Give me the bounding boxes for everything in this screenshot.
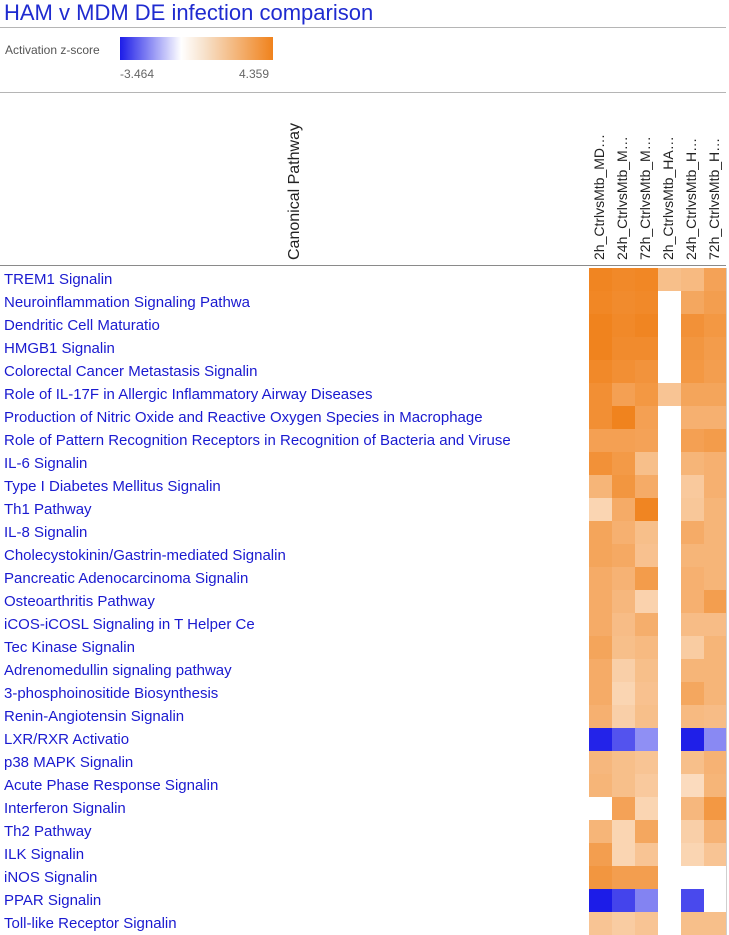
heatmap-cell[interactable] (635, 314, 658, 337)
heatmap-cell[interactable] (589, 866, 612, 889)
heatmap-cell[interactable] (589, 682, 612, 705)
heatmap-cell[interactable] (589, 751, 612, 774)
heatmap-cell[interactable] (612, 613, 635, 636)
heatmap-cell[interactable] (589, 728, 612, 751)
pathway-row-label[interactable]: LXR/RXR Activatio (4, 731, 130, 748)
heatmap-cell[interactable] (681, 498, 704, 521)
heatmap-cell[interactable] (681, 797, 704, 820)
pathway-row-label[interactable]: Adrenomedullin signaling pathway (4, 662, 232, 679)
heatmap-cell[interactable] (635, 406, 658, 429)
heatmap-cell[interactable] (635, 751, 658, 774)
heatmap-cell[interactable] (704, 912, 727, 935)
heatmap-cell[interactable] (635, 774, 658, 797)
heatmap-cell[interactable] (681, 659, 704, 682)
heatmap-cell[interactable] (635, 268, 658, 291)
heatmap-cell[interactable] (589, 820, 612, 843)
pathway-row-label[interactable]: Toll-like Receptor Signalin (4, 915, 177, 932)
pathway-row-label[interactable]: IL-8 Signalin (4, 524, 88, 541)
heatmap-cell[interactable] (635, 544, 658, 567)
legend-max-value: 4.359 (239, 67, 270, 81)
heatmap-cell[interactable] (612, 774, 635, 797)
heatmap-cell[interactable] (635, 889, 658, 912)
heatmap-cell[interactable] (589, 406, 612, 429)
column-header-6[interactable]: 72h_CtrlvsMtb_H… (706, 137, 722, 260)
heatmap-cell[interactable] (635, 820, 658, 843)
heatmap-cell[interactable] (704, 636, 727, 659)
column-header-1[interactable]: 2h_CtrlvsMtb_MD… (591, 133, 607, 260)
pathway-row-label[interactable]: Colorectal Cancer Metastasis Signalin (4, 363, 258, 380)
heatmap-cell[interactable] (612, 406, 635, 429)
heatmap-cell[interactable] (612, 337, 635, 360)
pathway-row-label[interactable]: Cholecystokinin/Gastrin-mediated Signalin (4, 547, 286, 564)
pathway-row-label[interactable]: Interferon Signalin (4, 800, 126, 817)
heatmap-cell[interactable] (612, 843, 635, 866)
pathway-row-label[interactable]: iNOS Signalin (4, 869, 98, 886)
heatmap-cell[interactable] (681, 452, 704, 475)
pathway-row-label[interactable]: Osteoarthritis Pathway (4, 593, 155, 610)
heatmap-cell[interactable] (612, 268, 635, 291)
legend-color-bar (120, 37, 273, 60)
heatmap-cell[interactable] (681, 705, 704, 728)
heatmap-cell[interactable] (612, 889, 635, 912)
heatmap-cell[interactable] (704, 751, 727, 774)
heatmap-cell[interactable] (612, 452, 635, 475)
pathway-row-label[interactable]: Production of Nitric Oxide and Reactive Oxygen Species in Macrophage (4, 409, 483, 426)
heatmap-cell[interactable] (681, 475, 704, 498)
pathway-row-label[interactable]: Th2 Pathway (4, 823, 92, 840)
heatmap-cell[interactable] (635, 659, 658, 682)
column-header-5[interactable]: 24h_CtrlvsMtb_H… (683, 137, 699, 260)
heatmap-cell[interactable] (635, 590, 658, 613)
heatmap-cell[interactable] (681, 820, 704, 843)
chart-title: HAM v MDM DE infection comparison (4, 0, 374, 25)
heatmap-cell[interactable] (612, 866, 635, 889)
header-bottom-divider (0, 265, 726, 266)
heatmap-cell[interactable] (589, 291, 612, 314)
heatmap-cell[interactable] (681, 337, 704, 360)
legend-min-value: -3.464 (120, 67, 155, 81)
pathway-row-label[interactable]: Role of IL-17F in Allergic Inflammatory Airway Diseases (4, 386, 373, 403)
heatmap-cell[interactable] (704, 659, 727, 682)
heatmap-cell[interactable] (681, 889, 704, 912)
heatmap-cell[interactable] (589, 452, 612, 475)
heatmap-cell[interactable] (681, 751, 704, 774)
heatmap-cell[interactable] (704, 567, 727, 590)
header-top-divider (0, 92, 726, 93)
heatmap-cell[interactable] (589, 843, 612, 866)
heatmap-cell[interactable] (704, 383, 727, 406)
heatmap-cell[interactable] (589, 889, 612, 912)
heatmap-cell[interactable] (681, 291, 704, 314)
heatmap-cell[interactable] (704, 705, 727, 728)
heatmap-cell[interactable] (589, 429, 612, 452)
heatmap-cell[interactable] (635, 291, 658, 314)
heatmap-cell[interactable] (635, 636, 658, 659)
heatmap-cell[interactable] (681, 636, 704, 659)
heatmap-cell[interactable] (681, 544, 704, 567)
heatmap-cell[interactable] (635, 360, 658, 383)
heatmap-cell[interactable] (704, 820, 727, 843)
heatmap-cell[interactable] (612, 728, 635, 751)
pathway-row-label[interactable]: iCOS-iCOSL Signaling in T Helper Ce (4, 616, 255, 633)
heatmap-cell[interactable] (635, 475, 658, 498)
heatmap-cell[interactable] (635, 567, 658, 590)
pathway-row-label[interactable]: Neuroinflammation Signaling Pathwa (4, 294, 250, 311)
heatmap-cell[interactable] (681, 383, 704, 406)
heatmap-cell[interactable] (635, 705, 658, 728)
heatmap-cell[interactable] (635, 521, 658, 544)
heatmap-cell[interactable] (704, 590, 727, 613)
heatmap-cell[interactable] (612, 705, 635, 728)
heatmap-cell[interactable] (704, 314, 727, 337)
heatmap-cell[interactable] (635, 613, 658, 636)
heatmap-cell[interactable] (635, 383, 658, 406)
heatmap-cell[interactable] (635, 797, 658, 820)
heatmap-cell[interactable] (589, 705, 612, 728)
heatmap-cell[interactable] (589, 337, 612, 360)
heatmap-cell[interactable] (589, 360, 612, 383)
heatmap-cell[interactable] (704, 429, 727, 452)
heatmap-cell[interactable] (589, 544, 612, 567)
heatmap-cell[interactable] (704, 291, 727, 314)
heatmap-cell[interactable] (589, 590, 612, 613)
heatmap-cell[interactable] (681, 774, 704, 797)
heatmap-cell[interactable] (589, 774, 612, 797)
legend-label: Activation z-score (5, 43, 100, 57)
pathway-row-label[interactable]: Type I Diabetes Mellitus Signalin (4, 478, 221, 495)
heatmap-cell[interactable] (612, 636, 635, 659)
heatmap-cell[interactable] (681, 268, 704, 291)
heatmap-cell[interactable] (704, 268, 727, 291)
heatmap-cell[interactable] (704, 498, 727, 521)
heatmap-cell[interactable] (704, 797, 727, 820)
heatmap-cell[interactable] (681, 567, 704, 590)
heatmap-cell[interactable] (589, 613, 612, 636)
heatmap-cell[interactable] (635, 682, 658, 705)
heatmap-cell[interactable] (612, 912, 635, 935)
heatmap-cell[interactable] (612, 360, 635, 383)
heatmap-cell[interactable] (589, 268, 612, 291)
heatmap-cell[interactable] (612, 291, 635, 314)
pathway-row-label[interactable]: Role of Pattern Recognition Receptors in Recognition of Bacteria and Viruse (4, 432, 511, 449)
pathway-row-label[interactable]: 3-phosphoinositide Biosynthesis (4, 685, 219, 702)
heatmap-cell[interactable] (589, 314, 612, 337)
heatmap-cell[interactable] (589, 383, 612, 406)
title-divider (0, 27, 726, 28)
heatmap-cell[interactable] (589, 636, 612, 659)
pathway-row-label[interactable]: Renin-Angiotensin Signalin (4, 708, 185, 725)
heatmap-cell[interactable] (612, 429, 635, 452)
heatmap-cell[interactable] (704, 682, 727, 705)
heatmap-cell[interactable] (589, 659, 612, 682)
heatmap-cell[interactable] (612, 590, 635, 613)
heatmap-cell[interactable] (635, 912, 658, 935)
heatmap-cell[interactable] (681, 590, 704, 613)
pathway-row-label[interactable]: Tec Kinase Signalin (4, 639, 135, 656)
heatmap-cell[interactable] (681, 682, 704, 705)
pathway-row-label[interactable]: HMGB1 Signalin (4, 340, 115, 357)
heatmap-cell[interactable] (635, 843, 658, 866)
heatmap-cell[interactable] (681, 728, 704, 751)
column-header-4[interactable]: 2h_CtrlvsMtb_HA… (660, 136, 676, 260)
pathway-row-label[interactable]: TREM1 Signalin (4, 271, 113, 288)
heatmap-cell[interactable] (704, 360, 727, 383)
pathway-row-label[interactable]: ILK Signalin (4, 846, 85, 863)
heatmap-cell[interactable] (704, 337, 727, 360)
heatmap-cell[interactable] (681, 314, 704, 337)
heatmap-cell[interactable] (589, 498, 612, 521)
heatmap-cell[interactable] (704, 774, 727, 797)
heatmap-cell[interactable] (704, 521, 727, 544)
pathway-row-label[interactable]: Th1 Pathway (4, 501, 92, 518)
heatmap-cell[interactable] (635, 498, 658, 521)
heatmap-cell[interactable] (612, 567, 635, 590)
heatmap-cell[interactable] (681, 429, 704, 452)
pathway-row-label[interactable]: p38 MAPK Signalin (4, 754, 134, 771)
heatmap-cell[interactable] (704, 843, 727, 866)
heatmap-cell[interactable] (612, 797, 635, 820)
heatmap-cell[interactable] (589, 521, 612, 544)
heatmap-cell[interactable] (704, 406, 727, 429)
column-header-3[interactable]: 72h_CtrlvsMtb_M… (637, 136, 653, 260)
heatmap-cell[interactable] (635, 429, 658, 452)
pathway-row-label[interactable]: PPAR Signalin (4, 892, 102, 909)
heatmap-cell[interactable] (704, 728, 727, 751)
heatmap-cell[interactable] (704, 544, 727, 567)
column-header-2[interactable]: 24h_CtrlvsMtb_M… (614, 136, 630, 260)
heatmap-cell[interactable] (612, 498, 635, 521)
pathway-row-label[interactable]: Acute Phase Response Signalin (4, 777, 219, 794)
heatmap-cell[interactable] (681, 521, 704, 544)
heatmap-cell[interactable] (681, 406, 704, 429)
heatmap-cell[interactable] (612, 659, 635, 682)
heatmap-cell[interactable] (658, 268, 681, 291)
heatmap-cell[interactable] (612, 544, 635, 567)
heatmap-cell[interactable] (612, 521, 635, 544)
heatmap-cell[interactable] (589, 912, 612, 935)
heatmap-cell[interactable] (635, 337, 658, 360)
heatmap-cell[interactable] (635, 866, 658, 889)
pathway-row-label[interactable]: IL-6 Signalin (4, 455, 88, 472)
heatmap-cell[interactable] (589, 475, 612, 498)
heatmap-cell[interactable] (704, 613, 727, 636)
heatmap-cell[interactable] (635, 452, 658, 475)
heatmap-cell[interactable] (681, 360, 704, 383)
heatmap-cell[interactable] (612, 475, 635, 498)
heatmap-cell[interactable] (612, 751, 635, 774)
heatmap-cell[interactable] (681, 912, 704, 935)
heatmap-cell[interactable] (612, 820, 635, 843)
pathway-row-label[interactable]: Pancreatic Adenocarcinoma Signalin (4, 570, 249, 587)
heatmap-cell[interactable] (658, 383, 681, 406)
canonical-pathway-header[interactable]: Canonical Pathway (286, 123, 303, 260)
pathway-row-label[interactable]: Dendritic Cell Maturatio (4, 317, 160, 334)
heatmap-cell[interactable] (704, 452, 727, 475)
heatmap-cell[interactable] (635, 728, 658, 751)
heatmap-cell[interactable] (612, 314, 635, 337)
heatmap-cell[interactable] (704, 475, 727, 498)
heatmap-cell[interactable] (589, 567, 612, 590)
heatmap-cell[interactable] (681, 843, 704, 866)
heatmap-cell[interactable] (612, 383, 635, 406)
heatmap-cell[interactable] (681, 613, 704, 636)
heatmap-right-border (726, 268, 727, 935)
heatmap-cell[interactable] (612, 682, 635, 705)
